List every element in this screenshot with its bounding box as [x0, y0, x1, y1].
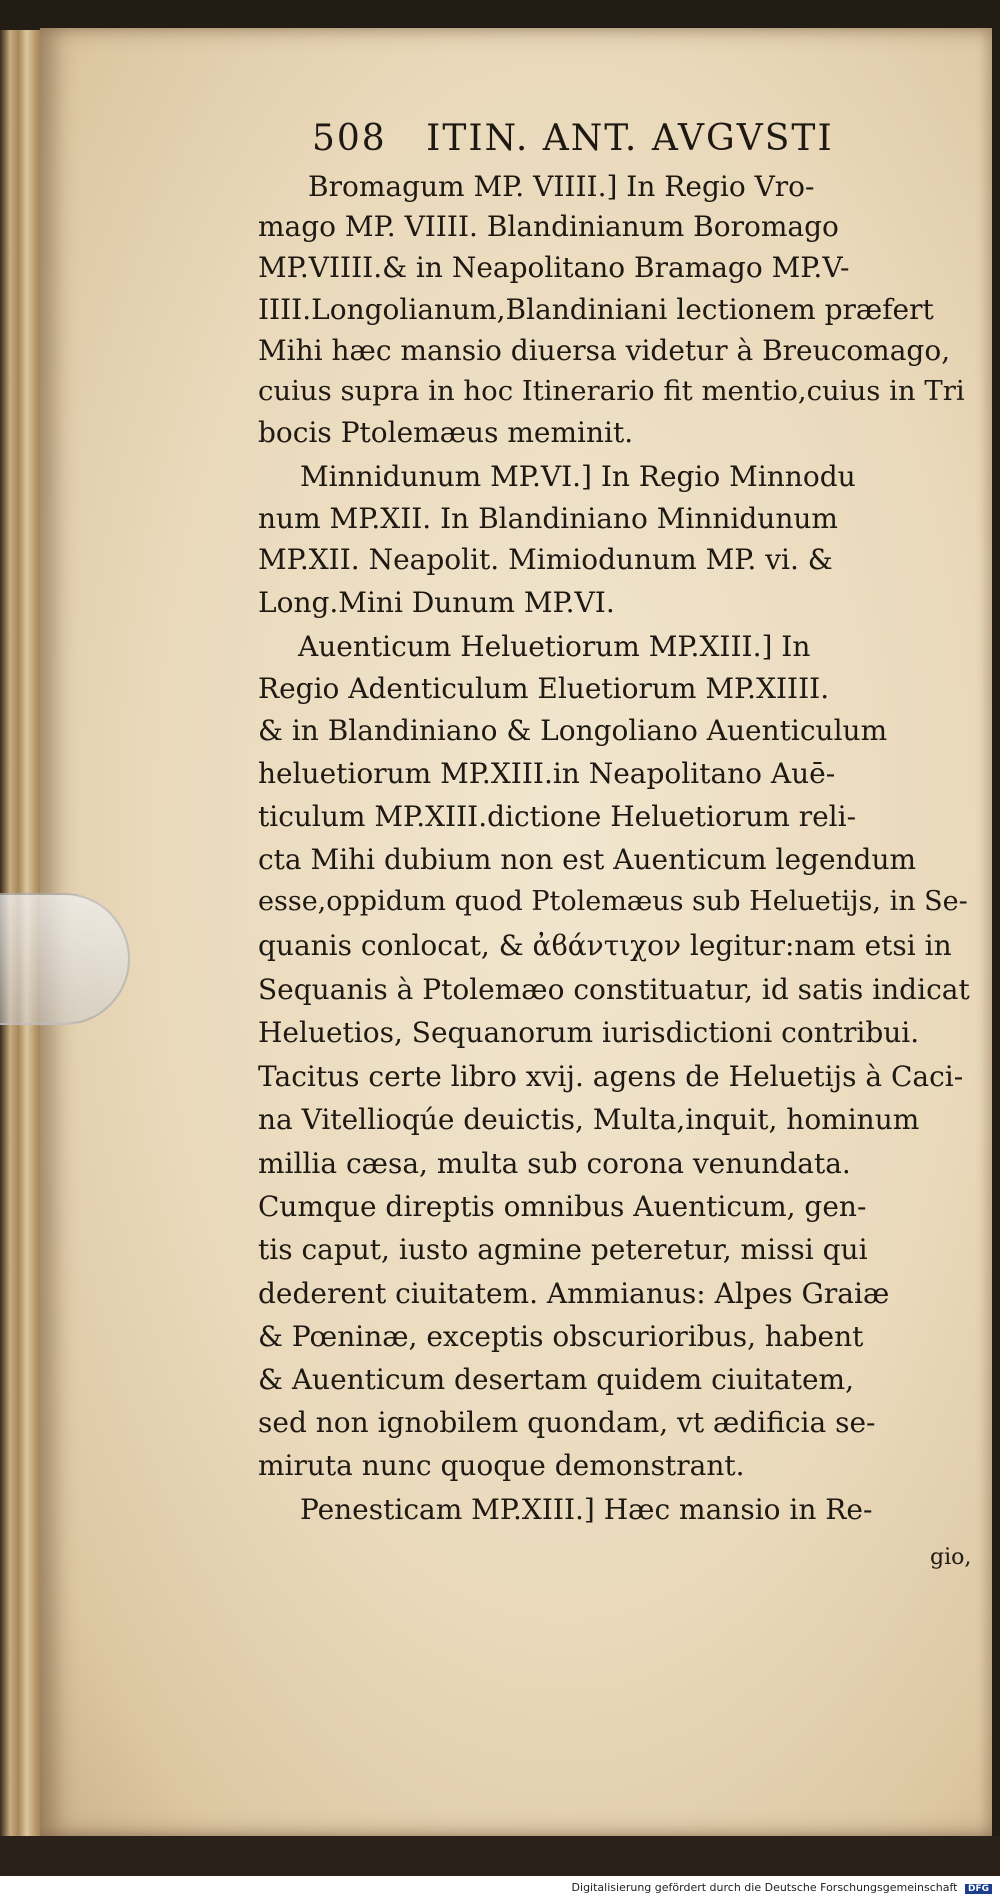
- text-line-23: na Vitellioqúe deuictis, Multa,inquit, hominum: [258, 1103, 920, 1136]
- header-title: ITIN. ANT. AVGVSTI: [426, 118, 834, 159]
- text-line-31: miruta nunc quoque demonstrant.: [258, 1449, 745, 1482]
- text-line-7: bocis Ptolemæus meminit.: [258, 416, 634, 449]
- text-line-9: num MP.XII. In Blandiniano Minnidunum: [258, 502, 838, 535]
- text-line-20: Sequanis à Ptolemæo constituatur, id satis indicat: [258, 973, 970, 1006]
- text-line-29: & Auenticum desertam quidem ciuitatem,: [258, 1363, 854, 1396]
- footer-text: Digitalisierung gefördert durch die Deutsche Forschungsgemeinschaft: [571, 1881, 958, 1894]
- page-clip: [0, 893, 130, 1025]
- text-line-18: esse,oppidum quod Ptolemæus sub Heluetijs, in Se-: [258, 886, 968, 917]
- text-line-30: sed non ignobilem quondam, vt ædificia se-: [258, 1406, 876, 1439]
- text-line-8: Minnidunum MP.VI.] In Regio Minnodu: [300, 460, 856, 493]
- text-line-11: Long.Mini Dunum MP.VI.: [258, 586, 615, 619]
- text-line-6: cuius supra in hoc Itinerario fit mentio,cuius in Tri: [258, 375, 965, 407]
- text-line-21: Heluetios, Sequanorum iurisdictioni contribui.: [258, 1016, 920, 1049]
- text-line-24: millia cæsa, multa sub corona venundata.: [258, 1147, 851, 1180]
- running-header: [312, 118, 834, 159]
- page-number: 508: [312, 118, 387, 159]
- text-line-15: heluetiorum MP.XIII.in Neapolitano Auē-: [258, 757, 836, 790]
- text-line-16: ticulum MP.XIII.dictione Heluetiorum reli-: [258, 800, 857, 833]
- text-line-4: IIII.Longolianum,Blandiniani lectionem præfert: [258, 293, 934, 326]
- text-line-5: Mihi hæc mansio diuersa videtur à Breucomago,: [258, 334, 951, 367]
- text-line-2: mago MP. VIIII. Blandinianum Boromago: [258, 210, 839, 243]
- text-line-10: MP.XII. Neapolit. Mimiodunum MP. vi. &: [258, 543, 833, 576]
- text-line-27: dederent ciuitatem. Ammianus: Alpes Graiæ: [258, 1277, 890, 1310]
- text-line-12: Auenticum Heluetiorum MP.XIII.] In: [298, 630, 811, 663]
- text-line-26: tis caput, iusto agmine peteretur, missi qui: [258, 1233, 868, 1266]
- text-line-28: & Pœninæ, exceptis obscurioribus, habent: [258, 1320, 864, 1353]
- text-line-3: MP.VIIII.& in Neapolitano Bramago MP.V-: [258, 251, 850, 284]
- text-line-22: Tacitus certe libro xvij. agens de Heluetijs à Caci-: [258, 1060, 964, 1093]
- text-line-14: & in Blandiniano & Longoliano Auenticulum: [258, 714, 888, 747]
- text-line-19: quanis conlocat, & ἀϐάντιχον legitur:nam etsi in: [258, 929, 952, 962]
- scan-bottom-edge: [0, 1836, 1000, 1876]
- text-line-1: Bromagum MP. VIIII.] In Regio Vro-: [308, 170, 815, 203]
- funding-footer: [568, 1880, 996, 1895]
- dfg-logo: DFG: [965, 1884, 992, 1894]
- text-line-17: cta Mihi dubium non est Auenticum legendum: [258, 843, 917, 876]
- catchword: gio,: [930, 1545, 972, 1570]
- text-line-13: Regio Adenticulum Eluetiorum MP.XIIII.: [258, 672, 830, 705]
- text-line-25: Cumque direptis omnibus Auenticum, gen-: [258, 1190, 867, 1223]
- text-line-32: Penesticam MP.XIII.] Hæc mansio in Re-: [300, 1493, 873, 1526]
